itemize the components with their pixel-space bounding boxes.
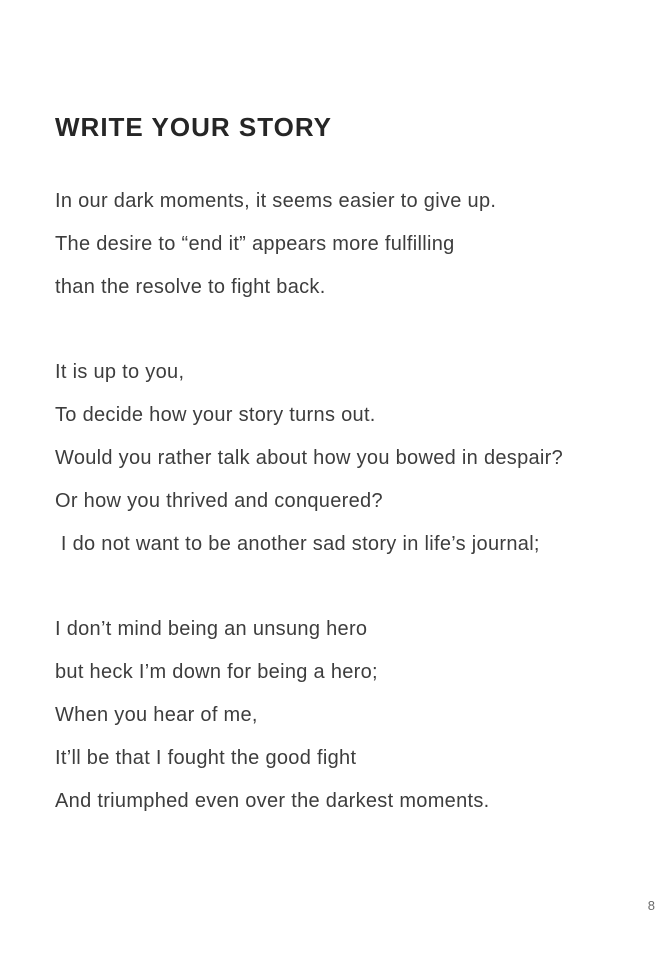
poem-line: The desire to “end it” appears more fulfilling [55, 233, 455, 255]
poem-line: I don’t mind being an unsung hero [55, 618, 368, 640]
poem-line: When you hear of me, [55, 704, 258, 726]
poem-line: It’ll be that I fought the good fight [55, 747, 357, 769]
poem-line: Would you rather talk about how you bowed in despair? [55, 447, 564, 469]
page-number: 8 [647, 898, 655, 913]
poem-line: It is up to you, [55, 361, 185, 383]
poem-line: but heck I’m down for being a hero; [55, 661, 378, 683]
poem-title: WRITE YOUR STORY [55, 112, 332, 142]
poem-line: Or how you thrived and conquered? [55, 490, 383, 512]
poem-line: I do not want to be another sad story in life’s journal; [55, 533, 540, 555]
poem-line: And triumphed even over the darkest moments. [55, 790, 490, 812]
poem-line: than the resolve to fight back. [55, 276, 326, 298]
stanza-1 [55, 180, 642, 309]
poem-line: In our dark moments, it seems easier to give up. [55, 190, 497, 212]
stanza-3 [55, 608, 642, 823]
stanza-2 [55, 351, 642, 566]
poem-line: To decide how your story turns out. [55, 404, 376, 426]
